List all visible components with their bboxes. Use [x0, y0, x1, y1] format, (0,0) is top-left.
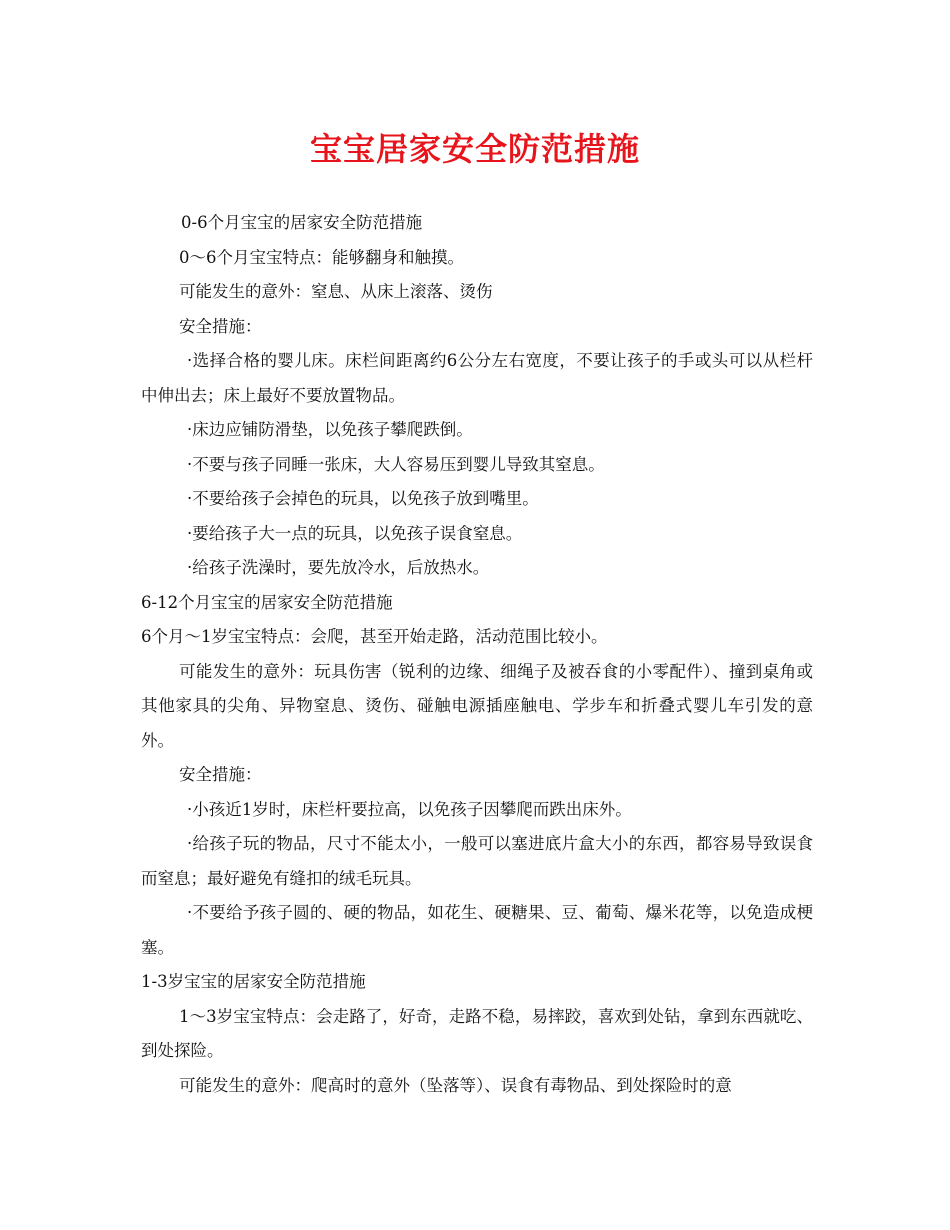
bullet-item-size: ·给孩子玩的物品，尺寸不能太小，一般可以塞进底片盒大小的东西，都容易导致误食而窒息；最好避免有缝扣的绒毛玩具。 — [141, 834, 813, 888]
paragraph-accidents-6-12: 可能发生的意外：玩具伤害（锐利的边缘、细绳子及被吞食的小零配件）、撞到桌角或其他家具的尖角、异物窒息、烫伤、碰触电源插座触电、学步车和折叠式婴儿车引发的意外。 — [141, 661, 813, 750]
paragraph-measures-label-0-6: 安全措施： — [179, 316, 262, 336]
bullet-raise-crib-rail: ·小孩近1岁时，床栏杆要拉高，以免孩子因攀爬而跌出床外。 — [187, 799, 632, 819]
section-heading-6-12-months: 6-12个月宝宝的居家安全防范措施 — [141, 592, 393, 612]
bullet-no-cosleeping: ·不要与孩子同睡一张床，大人容易压到婴儿导致其窒息。 — [187, 454, 605, 474]
bullet-anti-slip-mat: ·床边应铺防滑垫，以免孩子攀爬跌倒。 — [187, 420, 473, 439]
paragraph-features-0-6: 0～6个月宝宝特点：能够翻身和触摸。 — [179, 247, 464, 267]
paragraph-features-1-3: 1～3岁宝宝特点：会走路了，好奇，走路不稳，易摔跤，喜欢到处钻，拿到东西就吃、到处探险。 — [141, 1006, 813, 1060]
paragraph-features-6-12: 6个月～1岁宝宝特点：会爬，甚至开始走路，活动范围比较小。 — [141, 627, 608, 646]
bullet-bath-water: ·给孩子洗澡时，要先放冷水，后放热水。 — [187, 558, 490, 577]
bullet-no-fading-toys: ·不要给孩子会掉色的玩具，以免孩子放到嘴里。 — [187, 489, 539, 508]
paragraph-accidents-1-3: 可能发生的意外：爬高时的意外（坠落等）、误食有毒物品、到处探险时的意 — [179, 1075, 732, 1095]
section-heading-1-3-years: 1-3岁宝宝的居家安全防范措施 — [141, 972, 366, 991]
document-title: 宝宝居家安全防范措施 — [309, 130, 640, 168]
paragraph-measures-label-6-12: 安全措施： — [179, 765, 262, 784]
bullet-no-round-hard-items: ·不要给予孩子圆的、硬的物品，如花生、硬糖果、豆、葡萄、爆米花等，以免造成梗塞。 — [141, 903, 813, 957]
document-body — [141, 206, 813, 1103]
paragraph-accidents-0-6: 可能发生的意外：窒息、从床上滚落、烫伤 — [179, 282, 493, 301]
bullet-crib: ·选择合格的婴儿床。床栏间距离约6公分左右宽度，不要让孩子的手或头可以从栏杆中伸出去；床上最好不要放置物品。 — [141, 351, 813, 405]
section-heading-0-6-months: 0-6个月宝宝的居家安全防范措施 — [181, 213, 423, 232]
bullet-bigger-toys: ·要给孩子大一点的玩具，以免孩子误食窒息。 — [187, 523, 523, 543]
